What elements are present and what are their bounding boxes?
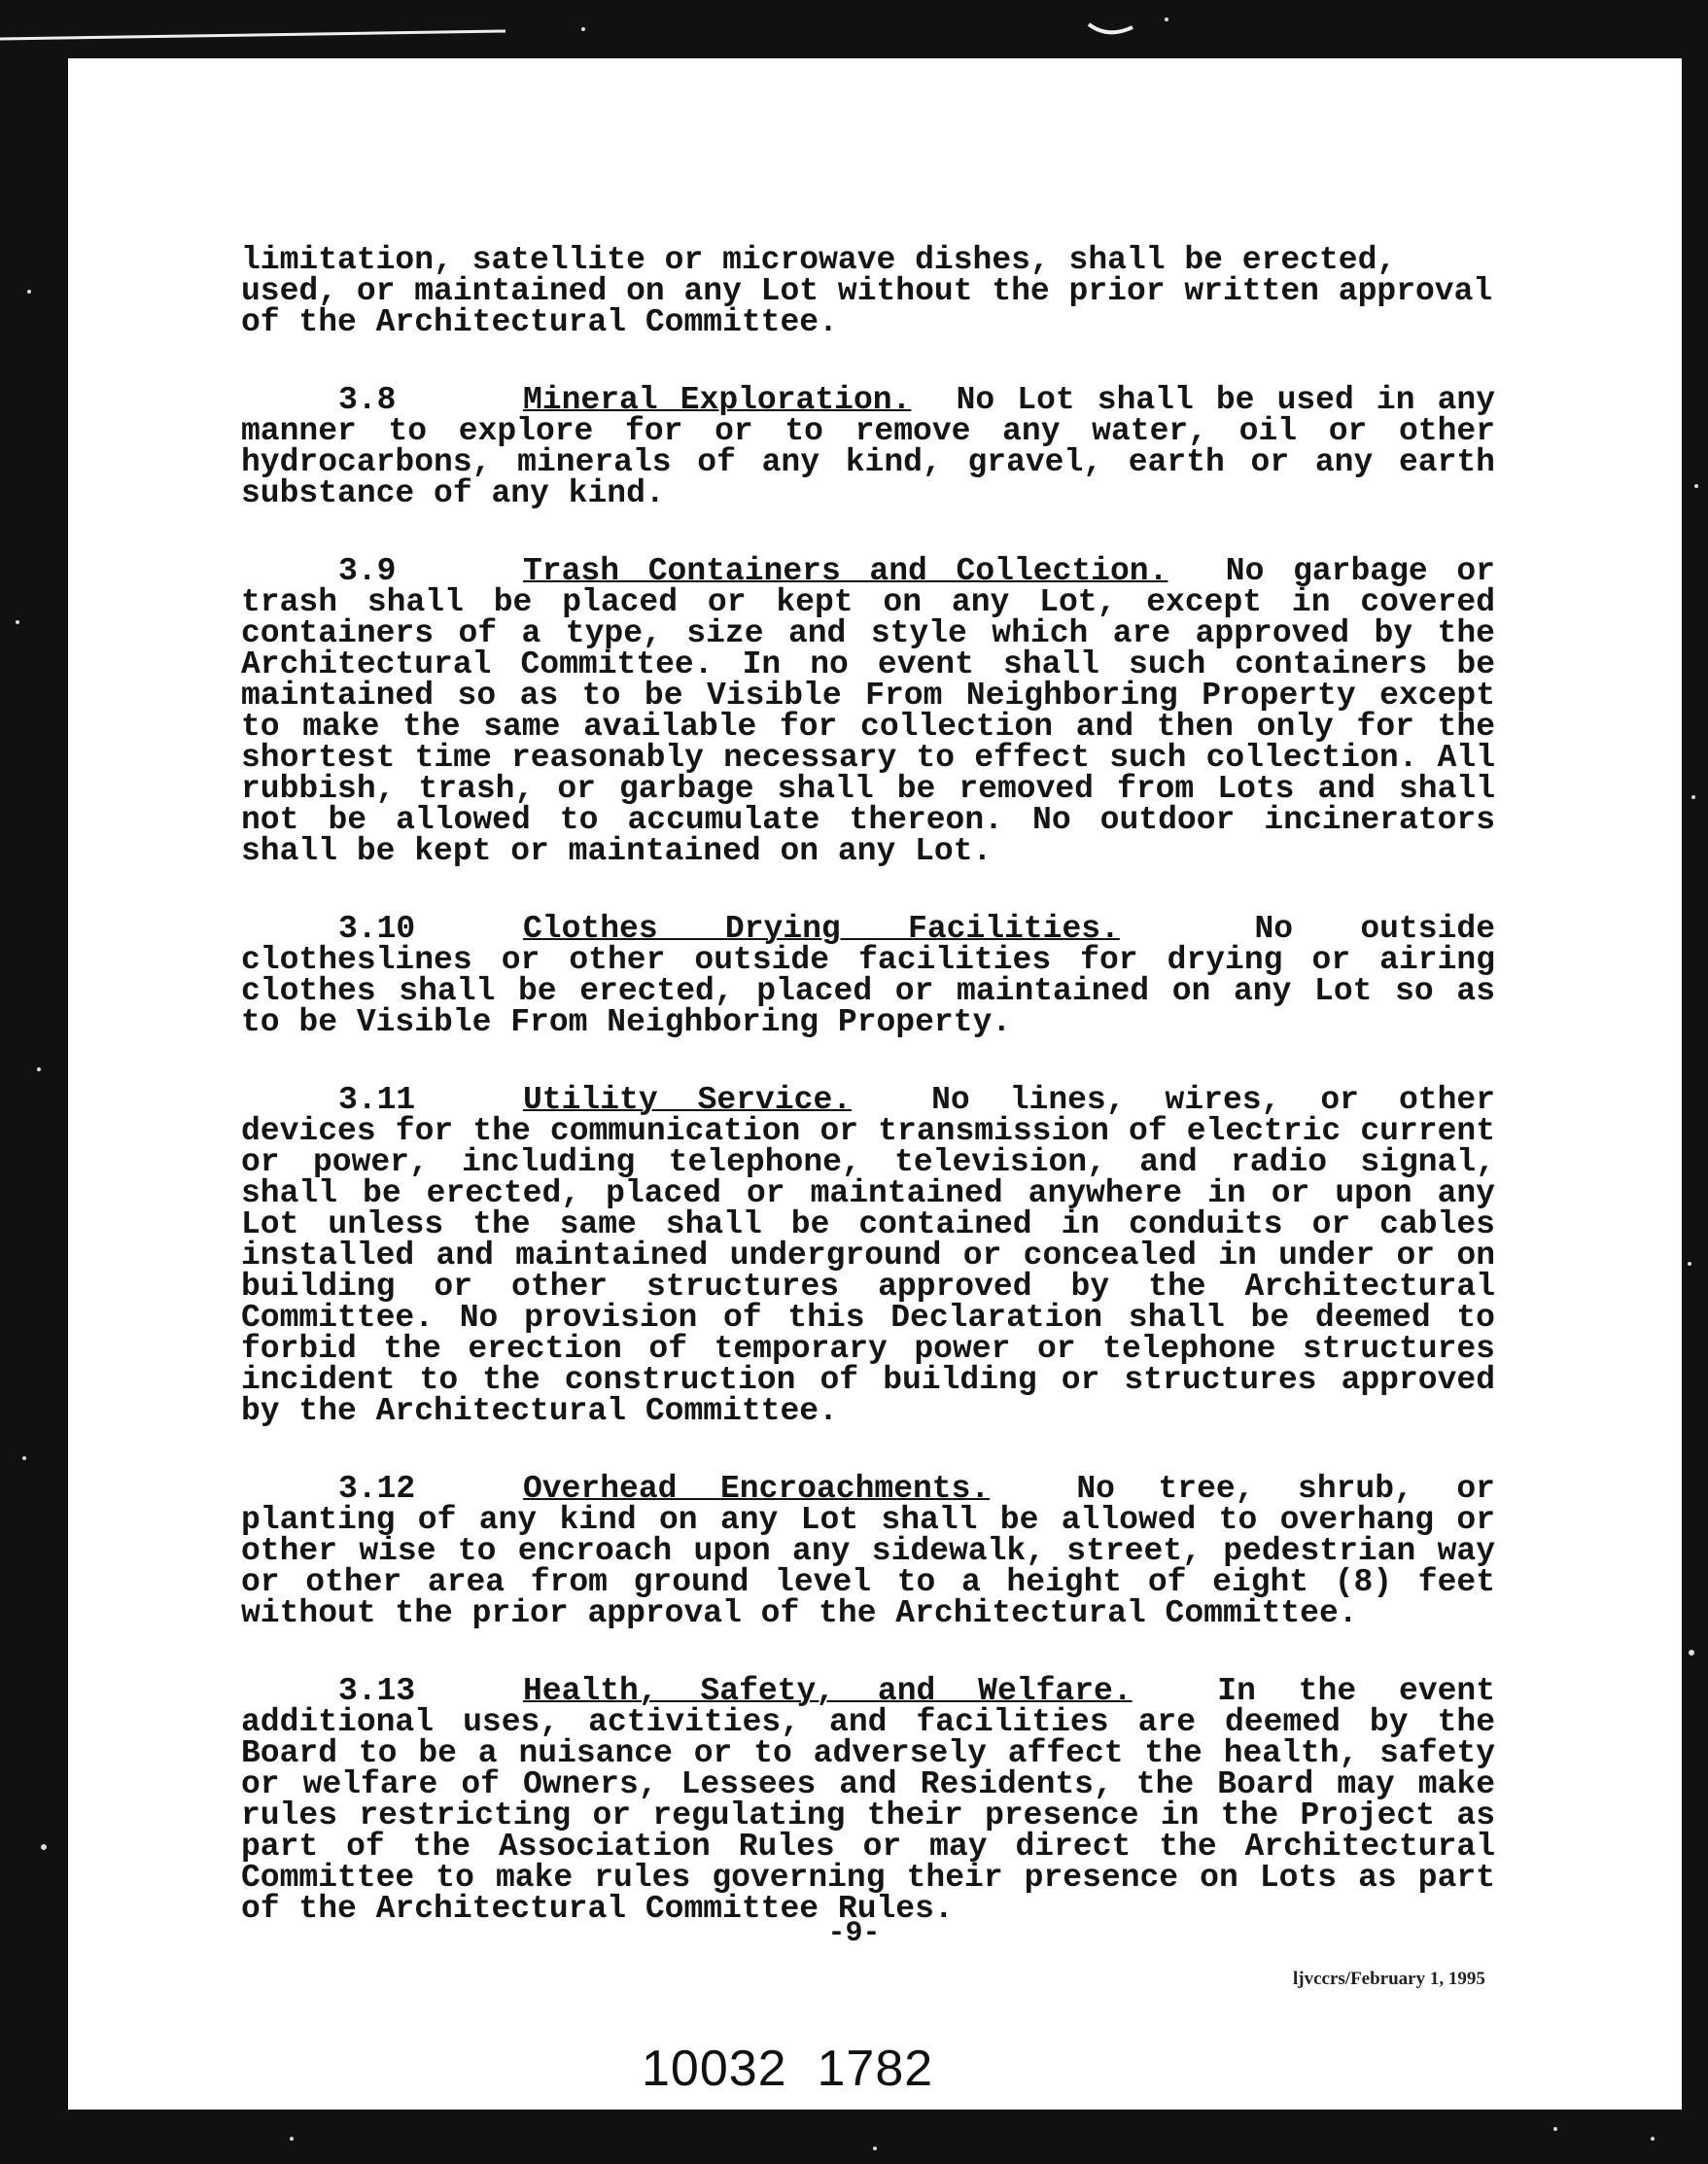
section-number: 3.10 bbox=[338, 911, 416, 947]
section-text: No lines, wires, or other devices for the communication or transmission of electric current or power, including telephone, television, and radio signal, shall be erected, placed or maintained anywhere in or upon any Lot unless the same shall be contained in conduits or cables installed and maintained underground or concealed in under or on building or other structures approved by the Architectural Committee. No provision of this Declaration shall be deemed to forbid the erection of temporary power or telephone structures incident to the construction of building or structures approved by the Architectural Committee. bbox=[241, 1082, 1495, 1429]
section-heading: Mineral Exploration. bbox=[523, 382, 912, 418]
section-heading: Overhead Encroachments. bbox=[523, 1471, 991, 1507]
section-text: No Lot shall be used in any manner to explore for or to remove any water, oil or other hydrocarbons, minerals of any kind, gravel, earth or any earth substance of any kind. bbox=[241, 382, 1495, 511]
document-body bbox=[241, 242, 1496, 1972]
section-3-13 bbox=[241, 1673, 1496, 1927]
section-heading: Trash Containers and Collection. bbox=[523, 553, 1168, 589]
section-heading: Clothes Drying Facilities. bbox=[523, 911, 1120, 947]
section-text: In the event additional uses, activities, and facilities are deemed by the Board to be a nuisance or to adversely affect the health, safety or welfare of Owners, Lessees and Residents, the Board may make rules restricting or regulating their presence in the Project as part of the Association Rules or may direct the Architectural Committee to make rules governing their presence on Lots as part of the Architectural Committee Rules. bbox=[241, 1673, 1496, 1927]
section-number: 3.12 bbox=[338, 1471, 416, 1507]
section-text: No tree, shrub, or planting of any kind on any Lot shall be allowed to overhang or other wise to encroach upon any sidewalk, street, pedestrian way or other area from ground level to a height of eight (8) feet without the prior approval of the Architectural Committee. bbox=[241, 1471, 1495, 1631]
section-text: No outside clotheslines or other outside facilities for drying or airing clothes shall be erected, placed or maintained on any Lot so as to be Visible From Neighboring Property. bbox=[241, 911, 1495, 1040]
section-3-11 bbox=[241, 1082, 1495, 1429]
section-heading: Utility Service. bbox=[523, 1082, 853, 1118]
page-number: -9- bbox=[827, 1917, 881, 1950]
section-text: No garbage or trash shall be placed or kept on any Lot, except in covered containers of a type, size and style which are approved by the Architectural Committee. In no event shall such containers be maintained so as to be Visible From Neighboring Property except to make the same available for collection and then only for the shortest time reasonably necessary to effect such collection. All rubbish, trash, or garbage shall be removed from Lots and shall not be allowed to accumulate thereon. No outdoor incinerators shall be kept or maintained on any Lot. bbox=[241, 553, 1495, 869]
section-number: 3.9 bbox=[338, 553, 397, 589]
section-3-8 bbox=[241, 382, 1495, 511]
section-number: 3.13 bbox=[338, 1673, 416, 1709]
section-3-12 bbox=[241, 1471, 1495, 1631]
document-number: 10032 1782 bbox=[642, 2041, 934, 2097]
section-3-10 bbox=[241, 911, 1495, 1040]
section-number: 3.11 bbox=[338, 1082, 416, 1118]
file-reference: ljvccrs/February 1, 1995 bbox=[1293, 1969, 1485, 1989]
section-3-9 bbox=[241, 553, 1495, 869]
paragraph-intro bbox=[241, 242, 1495, 340]
section-heading: Health, Safety, and Welfare. bbox=[523, 1673, 1133, 1709]
section-number: 3.8 bbox=[338, 382, 397, 418]
paragraph-text: limitation, satellite or microwave dishes, shall be erected, used, or maintained on any Lot without the prior written approval of the Architectural Committee. bbox=[241, 242, 1493, 340]
